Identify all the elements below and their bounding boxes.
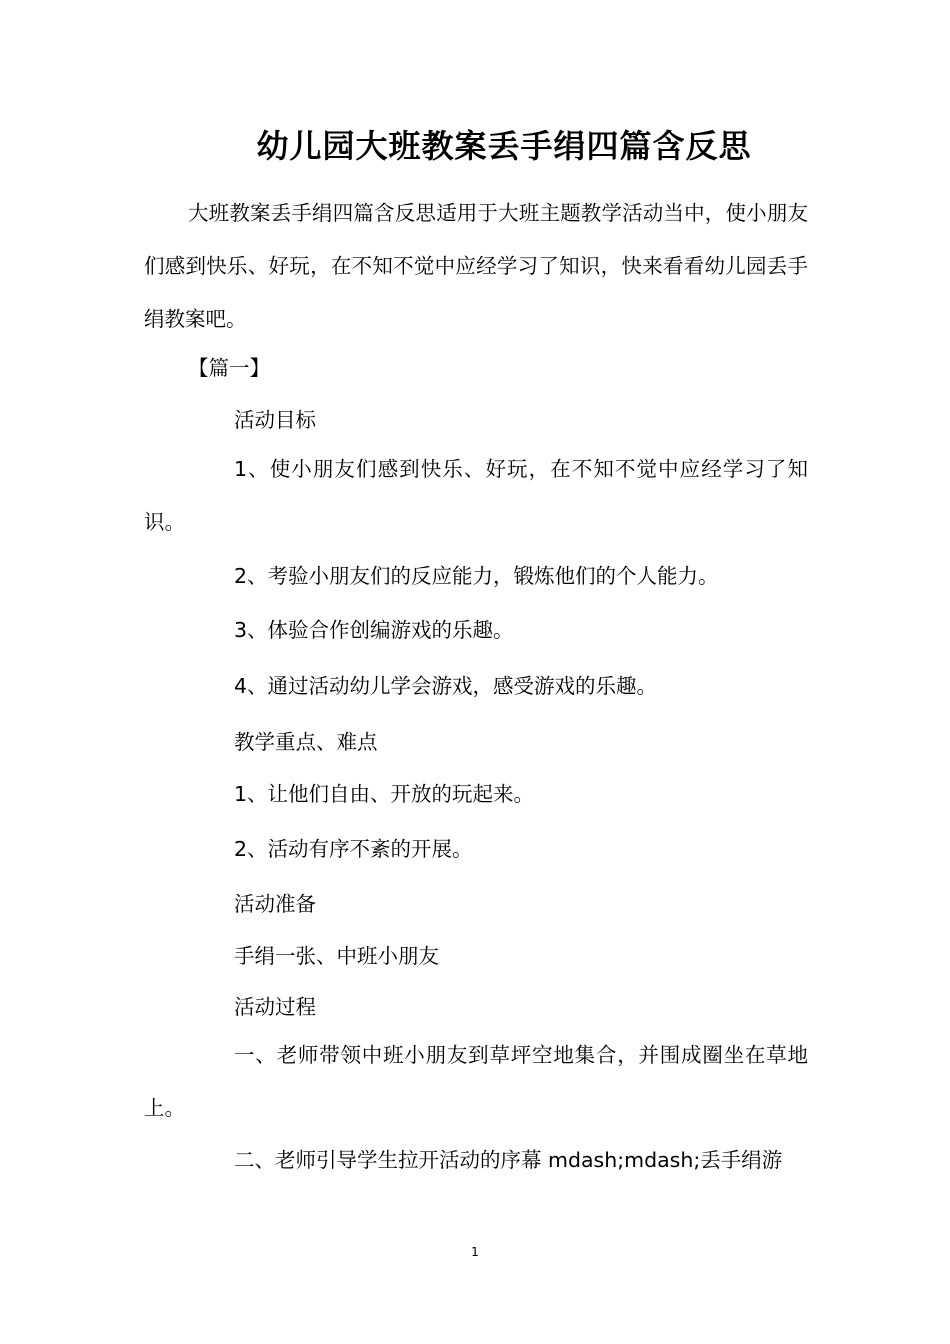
process-item-1: 一、老师带领中班小朋友到草坪空地集合，并围成圈坐在草地上。 bbox=[144, 1043, 808, 1120]
key-item-1: 1、让他们自由、开放的玩起来。 bbox=[234, 782, 535, 806]
goal-item-2: 2、考验小朋友们的反应能力，锻炼他们的个人能力。 bbox=[234, 564, 719, 588]
process-heading: 活动过程 bbox=[234, 995, 316, 1019]
goal-item-3: 3、体验合作创编游戏的乐趣。 bbox=[234, 618, 514, 642]
key-item-2: 2、活动有序不紊的开展。 bbox=[234, 837, 473, 861]
document-title: 幼儿园大班教案丢手绢四篇含反思 bbox=[256, 127, 752, 165]
section-label: 【篇一】 bbox=[188, 356, 270, 380]
page-number: 1 bbox=[471, 1245, 479, 1259]
prep-heading: 活动准备 bbox=[234, 892, 316, 916]
intro-paragraph: 大班教案丢手绢四篇含反思适用于大班主题教学活动当中，使小朋友们感到快乐、好玩，在不知不觉中应经学习了知识，快来看看幼儿园丢手绢教案吧。 bbox=[144, 201, 808, 331]
process-item-2: 二、老师引导学生拉开活动的序幕 mdash;mdash;丢手绢游 bbox=[234, 1148, 783, 1172]
goal-item-1: 1、使小朋友们感到快乐、好玩，在不知不觉中应经学习了知识。 bbox=[144, 457, 808, 534]
prep-text: 手绢一张、中班小朋友 bbox=[234, 944, 439, 968]
key-heading: 教学重点、难点 bbox=[234, 730, 378, 754]
goal-heading: 活动目标 bbox=[234, 408, 316, 432]
goal-item-4: 4、通过活动幼儿学会游戏，感受游戏的乐趣。 bbox=[234, 674, 658, 698]
